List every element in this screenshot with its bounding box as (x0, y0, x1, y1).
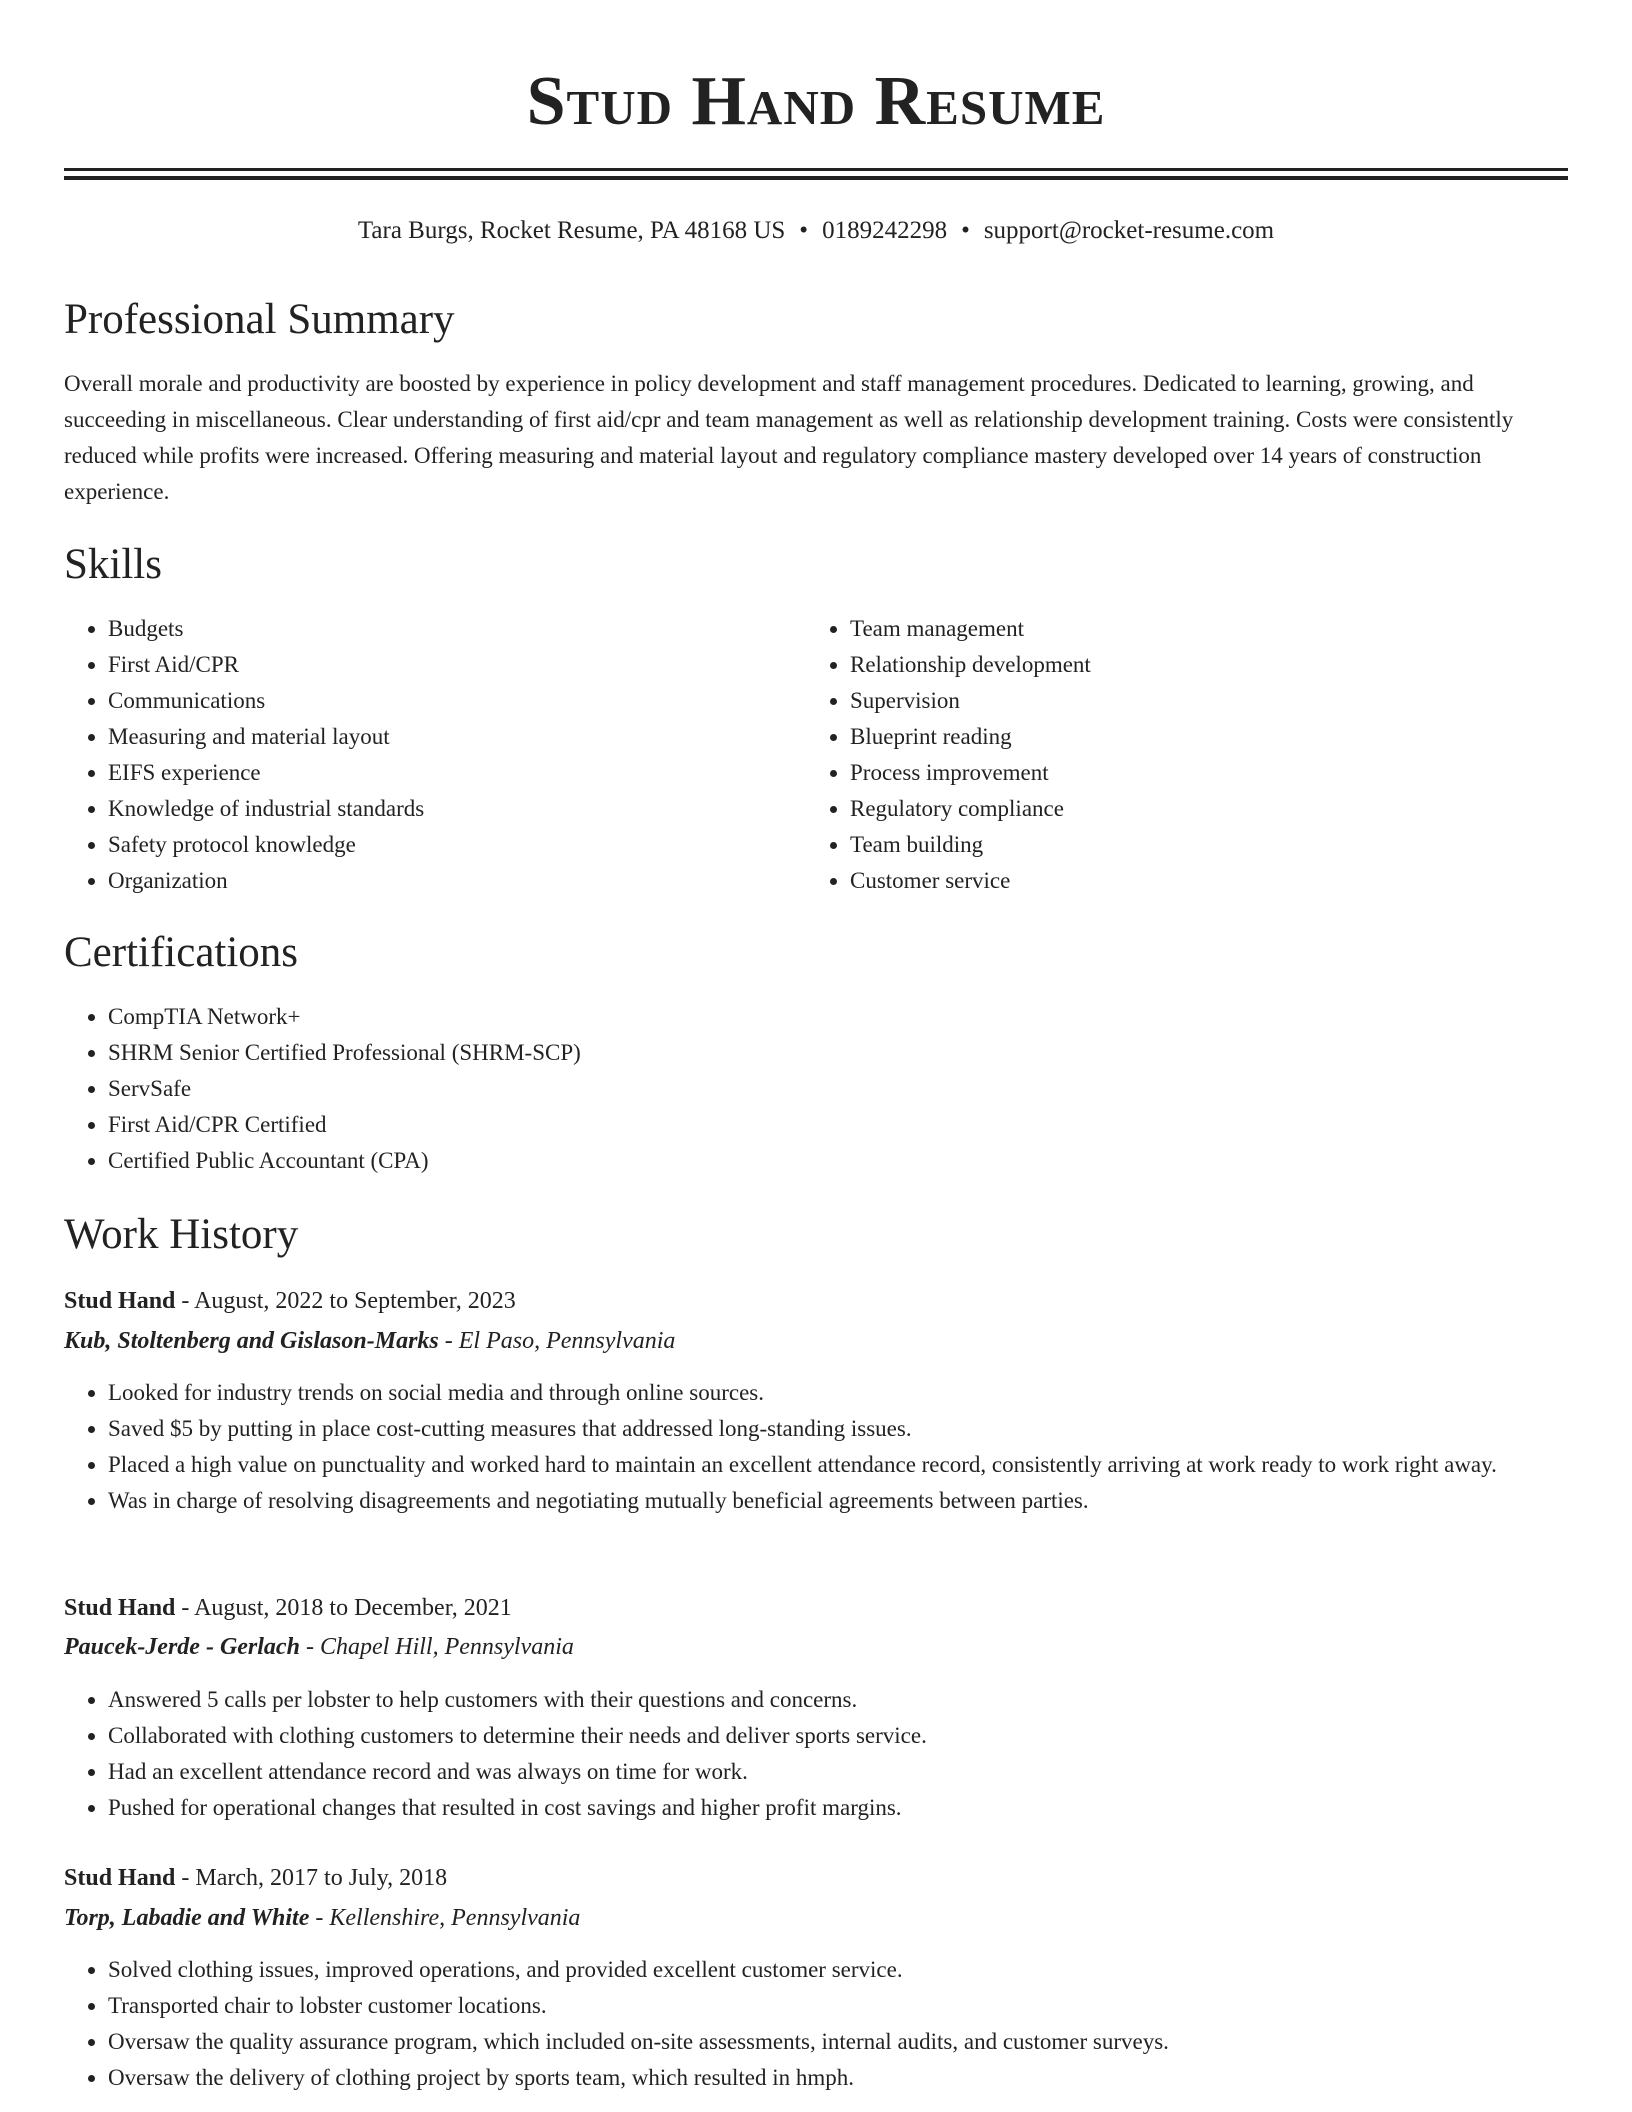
certification-item: • CompTIA Network+ (108, 999, 1568, 1035)
skill-item: • Knowledge of industrial standards (108, 791, 808, 827)
certifications-heading: Certifications (64, 929, 299, 976)
skills-list-left (64, 611, 808, 899)
skill-item: • Organization (108, 863, 808, 899)
skill-item: • Team building (850, 827, 1550, 863)
job-company-line (64, 1322, 1568, 1360)
job-bullet: • Was in charge of resolving disagreements and negotiating mutually beneficial agreements between parties. (108, 1483, 1568, 1519)
job-bullet: • Solved clothing issues, improved operations, and provided excellent customer service. (108, 1952, 1568, 1988)
job-bullets (64, 1952, 1568, 2096)
job-title: Stud Hand (64, 1595, 176, 1621)
skills-heading: Skills (64, 541, 162, 588)
title-rule-top (64, 168, 1568, 171)
contact-separator: • (961, 217, 970, 244)
work-history-heading: Work History (64, 1211, 299, 1258)
skill-item: • Customer service (850, 863, 1550, 899)
job-title: Stud Hand (64, 1288, 176, 1314)
job-bullet: • Collaborated with clothing customers to determine their needs and deliver sports service. (108, 1718, 1568, 1754)
job-dates: August, 2018 to December, 2021 (194, 1595, 512, 1621)
job-bullet: • Placed a high value on punctuality and worked hard to maintain an excellent attendance record, consistently arriving at work ready to work right away. (108, 1447, 1568, 1483)
contact-separator: • (799, 217, 809, 244)
job-location: El Paso, Pennsylvania (458, 1328, 676, 1354)
job-location: Chapel Hill, Pennsylvania (319, 1634, 574, 1660)
skill-item: • Relationship development (850, 647, 1550, 683)
skill-item: • EIFS experience (108, 755, 808, 791)
skill-item: • Blueprint reading (850, 719, 1550, 755)
job-dates: August, 2022 to September, 2023 (194, 1288, 516, 1314)
job-company: Paucek-Jerde - Gerlach (64, 1634, 300, 1660)
job-dash: - (175, 1865, 196, 1891)
job-title-line (64, 1859, 1568, 1897)
title-rule-bottom (64, 176, 1568, 180)
job-company-line (64, 1628, 1568, 1666)
job-dash: - (438, 1328, 459, 1354)
certification-item: • SHRM Senior Certified Professional (SHRM-SCP) (108, 1035, 1568, 1071)
contact-phone: 0189242298 (822, 217, 948, 244)
skill-item: • Measuring and material layout (108, 719, 808, 755)
job-title: Stud Hand (64, 1865, 176, 1891)
skill-item: • Team management (850, 611, 1550, 647)
certifications-list (64, 999, 1568, 1179)
certification-item: • First Aid/CPR Certified (108, 1107, 1568, 1143)
job-bullet: • Saved $5 by putting in place cost-cutting measures that addressed long-standing issues. (108, 1411, 1568, 1447)
job-dates: March, 2017 to July, 2018 (195, 1865, 448, 1891)
job-location: Kellenshire, Pennsylvania (329, 1905, 581, 1931)
job-company: Kub, Stoltenberg and Gislason-Marks (64, 1328, 439, 1354)
job-bullet: • Had an excellent attendance record and was always on time for work. (108, 1754, 1568, 1790)
job-dash: - (175, 1288, 195, 1314)
skill-item: • Budgets (108, 611, 808, 647)
job-dash: - (309, 1905, 330, 1931)
job-bullet: • Looked for industry trends on social media and through online sources. (108, 1375, 1568, 1411)
job-bullet: • Pushed for operational changes that resulted in cost savings and higher profit margins. (108, 1790, 1568, 1826)
skills-list-right (806, 611, 1550, 899)
job-bullet: • Oversaw the delivery of clothing project by sports team, which resulted in hmph. (108, 2060, 1568, 2096)
skill-item: • Safety protocol knowledge (108, 827, 808, 863)
skill-item: • Regulatory compliance (850, 791, 1550, 827)
resume-title: Stud Hand Resume (526, 63, 1106, 140)
job-company-line (64, 1899, 1568, 1937)
skill-item: • Communications (108, 683, 808, 719)
certification-item: • Certified Public Accountant (CPA) (108, 1143, 1568, 1179)
job-bullet: • Answered 5 calls per lobster to help customers with their questions and concerns. (108, 1682, 1568, 1718)
certification-item: • ServSafe (108, 1071, 1568, 1107)
job-title-line (64, 1589, 1568, 1627)
job-bullet: • Oversaw the quality assurance program, which included on-site assessments, internal audits, and customer surveys. (108, 2024, 1568, 2060)
job-dash: - (299, 1634, 320, 1660)
job-bullets (64, 1682, 1568, 1826)
skill-item: • Supervision (850, 683, 1550, 719)
contact-email: support@rocket-resume.com (983, 217, 1275, 244)
skill-item: • Process improvement (850, 755, 1550, 791)
summary-heading: Professional Summary (64, 296, 455, 343)
job-dash: - (175, 1595, 195, 1621)
job-bullet: • Transported chair to lobster customer locations. (108, 1988, 1568, 2024)
job-company: Torp, Labadie and White (64, 1905, 310, 1931)
job-bullets (64, 1375, 1568, 1519)
summary-text: Overall morale and productivity are boosted by experience in policy development and staff management procedures. Dedicated to learning, growing, and succeeding in miscellaneous. Clear understanding of first aid/cpr and team management as well as relationship development training. Costs were consistently reduced while profits were increased. Offering measuring and material layout and regulatory compliance mastery developed over 14 years of construction experience. (64, 371, 1514, 504)
job-title-line (64, 1282, 1568, 1320)
contact-address: Tara Burgs, Rocket Resume, PA 48168 US (357, 217, 786, 244)
skill-item: • First Aid/CPR (108, 647, 808, 683)
contact-line (64, 213, 1568, 249)
